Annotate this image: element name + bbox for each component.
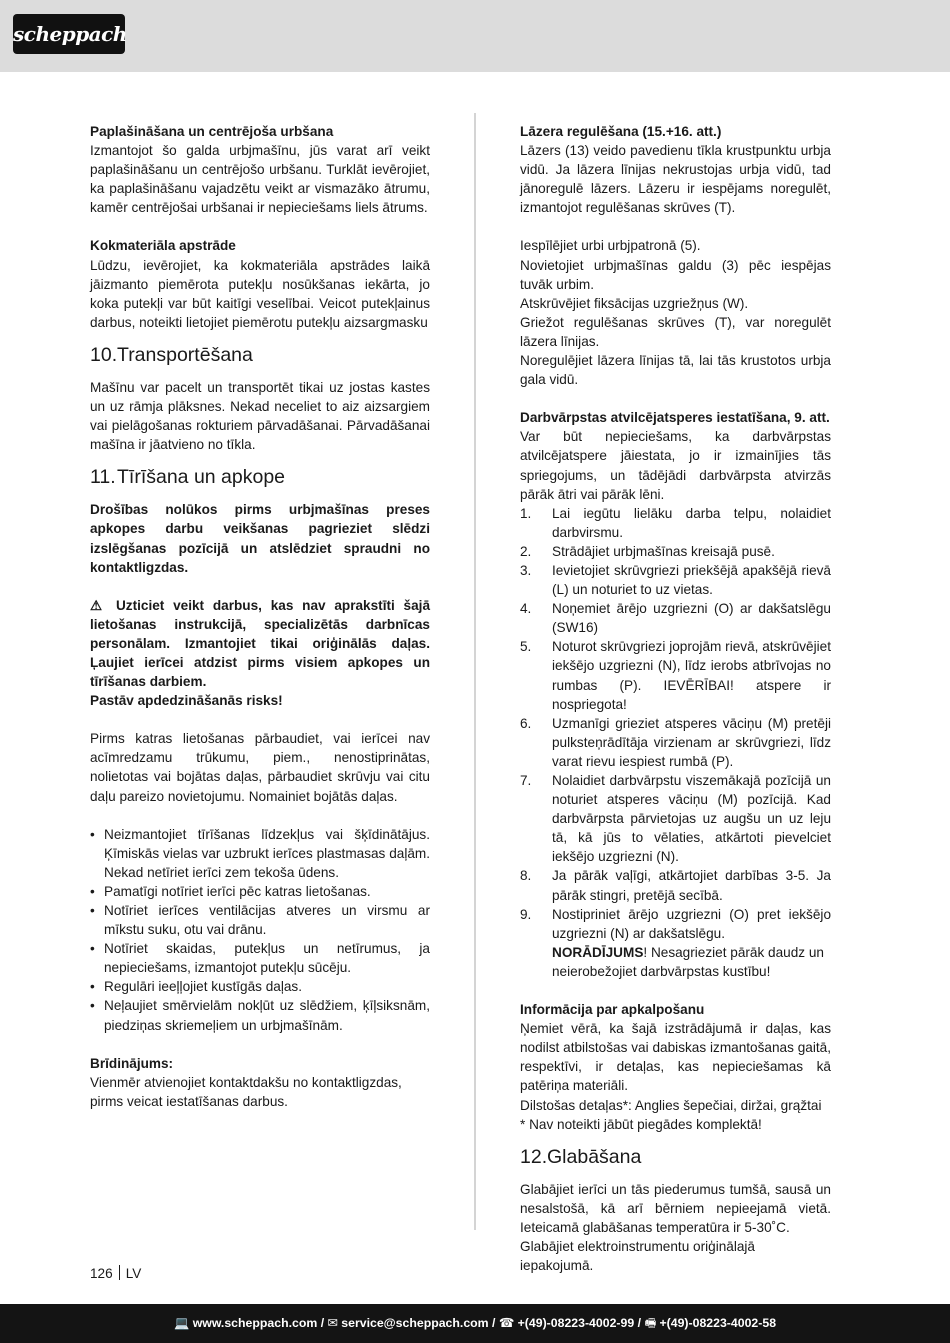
section-body-wood: Lūdzu, ievērojiet, ka kokmateriāla apstrādes laikā jāizmanto piemērota putekļu nosūkšanas iekārta, jo koka putekļi var būt kaitīgi veselībai. Veicot putekļainus darbus, noteikti lietojiet piemērotu putekļu aizsargmasku — [90, 257, 430, 330]
list-item: • Neizmantojiet tīrīšanas līdzekļus vai šķīdinātājus. Ķīmiskās vielas var uzbrukt ierīces plastmasas daļām. Nekad netīriet ierīci zem tekoša ūdens. — [90, 825, 430, 882]
column-divider — [474, 113, 476, 1230]
footer-fax: +(49)-08223-4002-58 — [659, 1316, 777, 1330]
heading-text: Transportēšana — [117, 343, 253, 366]
laser-step: Atskrūvējiet fiksācijas uzgriežņus (W). — [520, 295, 749, 311]
list-item: 3. Ievietojiet skrūvgriezi priekšējā apakšējā rievā (L) un noturiet to uz vietas. — [520, 562, 831, 598]
list-item: • Notīriet ierīces ventilācijas atveres un virsmu ar mīkstu suku, otu vai drānu. — [90, 901, 430, 939]
note-text: ! Nesagrieziet pārāk daudz un neierobežojiet darbvārpstas kustību! — [552, 944, 824, 979]
warning-triangle-icon: ⚠ — [90, 597, 108, 613]
heading-text: Glabāšana — [547, 1145, 642, 1168]
warning-text: Uzticiet veikt darbus, kas nav aprakstīti šajā lietošanas instrukcijā, specializētās darbnīcas personālam. Izmantojiet tikai oriģinālās daļas. Ļaujiet ierīcei atdzist pirms visiem apkopes un tīrīšanas darbiem. — [90, 597, 431, 690]
heading-number: 10. — [90, 343, 118, 366]
warning-title: Brīdinājums: — [90, 1055, 174, 1071]
right-column — [520, 122, 831, 1275]
list-item: 2. Strādājiet urbjmašīnas kreisajā pusē. — [520, 543, 775, 559]
footer-website[interactable]: www.scheppach.com — [192, 1316, 318, 1330]
cleaning-bullet-list — [90, 825, 430, 1035]
section-body-transport: Mašīnu var pacelt un transportēt tikai uz jostas kastes un uz rāmja plāksnes. Nekad neceliet to aiz aizsargiem vai pielāgošanas rokturiem pārvadāšanai. Pārvadāšanai mašīna ir jāatvieno no tīkla. — [90, 379, 430, 453]
section-title-wood: Kokmateriāla apstrāde — [90, 238, 236, 254]
list-item: • Neļaujiet smērvielām nokļūt uz slēdžiem, ķīļsiksnām, piedziņas skriemeļiem un urbjmašīnām. — [90, 996, 430, 1034]
section-body-reaming: Izmantojot šo galda urbjmašīnu, jūs varat arī veikt paplašināšanu un centrējošo urbšanu. Turklāt ievērojiet, ka paplašināšanu vajadzētu veikt ar vismazāko ātrumu, kamēr centrējošai urbšanai ir nepieciešams liels ātrums. — [90, 143, 430, 216]
heading-transport — [90, 342, 430, 368]
laser-step: Griežot regulēšanas skrūves (T), var noregulēt lāzera līnijas. — [520, 314, 831, 349]
list-item: • Regulāri ieeļļojiet kustīgās daļas. — [90, 977, 430, 996]
heading-cleaning — [90, 464, 430, 490]
laser-step: Iespīlējiet urbi urbjpatronā (5). — [520, 238, 701, 254]
section-title-service: Informācija par apkalpošanu — [520, 1002, 705, 1018]
heading-number: 11. — [90, 466, 116, 489]
list-item: 7. Nolaidiet darbvārpstu viszemākajā pozīcijā un noturiet atsperes vāciņu (M) pozīcijā. Kad darbvārpsta pārvietojas uz augšu un uz leju tā, kā jūs to vēlaties, atkārtoti pievelciet iekšējo uzgriezni (N). — [520, 773, 831, 865]
left-column — [90, 122, 430, 1111]
section-body-storage-2: Glabājiet elektroinstrumentu oriģinālajā iepakojumā. — [520, 1238, 755, 1274]
section-body-spring: Var būt nepieciešams, ka darbvārpstas atvilcējatspere jāiestata, jo ir izmainījies tās spriegojums, un tādējādi darbvārpsta atvirzās pārāk ātri vai pārāk lēni. — [520, 429, 831, 502]
computer-icon: 💻 — [173, 1316, 190, 1330]
list-item: 6. Uzmanīgi grieziet atsperes vāciņu (M) pretēji pulksteņrādītāja virzienam ar skrūvgriezi, līdz varat rievu iespiest rumbā (P). — [520, 715, 831, 769]
spring-step-list — [520, 504, 831, 981]
page-language: LV — [125, 1266, 142, 1281]
divider — [119, 1265, 120, 1280]
list-item: 4. Noņemiet ārējo uzgriezni (O) ar dakšatslēgu (SW16) — [520, 601, 831, 636]
section-title-spring: Darbvārpstas atvilcējatsperes iestatīšana, 9. att. — [520, 410, 830, 426]
heading-text: Tīrīšana un apkope — [117, 466, 286, 489]
check-paragraph: Pirms katras lietošanas pārbaudiet, vai ierīcei nav acīmredzamu trūkumu, piem., nenostiprinātas, nolietotas vai bojātas daļas, pārbaudiet skrūvju vai citu daļu pareizo novietojumu. Nomainiet bojātās daļas. — [90, 731, 430, 804]
list-item: 1. Lai iegūtu lielāku darba telpu, nolaidiet darbvirsmu. — [520, 505, 831, 540]
section-body-storage: Glabājiet ierīci un tās piederumus tumšā, sausā un nesalstošā, kā arī bērniem nepieejamā vietā. Ieteicamā glabāšanas temperatūra ir 5-30˚C. — [520, 1181, 831, 1235]
footer-phone: +(49)-08223-4002-99 — [517, 1316, 635, 1330]
list-item: 8. Ja pārāk vaļīgi, atkārtojiet darbības 3-5. Ja pārāk stingri, pretējā secībā. — [520, 868, 831, 903]
page-number — [90, 1265, 141, 1281]
list-item: 9. Nostipriniet ārējo uzgriezni (O) pret iekšējo uzgriezni (N) ar dakšatslēgu. — [520, 906, 831, 941]
laser-step: Novietojiet urbjmašīnas galdu (3) pēc iespējas tuvāk urbim. — [520, 257, 831, 292]
warning-block — [90, 596, 430, 691]
warning-body: Vienmēr atvienojiet kontaktdakšu no kontaktligzdas, pirms veicat iestatīšanas darbus. — [90, 1074, 402, 1109]
scheppach-logo: scheppach — [13, 14, 125, 54]
list-item: • Notīriet skaidas, putekļus un netīrumus, ja nepieciešams, izmantojot putekļu sūcēju. — [90, 939, 430, 977]
footer-email[interactable]: service@scheppach.com — [341, 1316, 489, 1330]
list-item-note — [520, 943, 831, 981]
section-title-laser: Lāzera regulēšana (15.+16. att.) — [520, 124, 722, 139]
page-header — [0, 0, 950, 72]
phone-icon: ☎ — [498, 1316, 515, 1330]
fax-icon: 🖷 — [644, 1316, 657, 1330]
list-item: • Pamatīgi notīriet ierīci pēc katras lietošanas. — [90, 882, 430, 901]
page-number-value: 126 — [90, 1266, 113, 1281]
section-title-reaming: Paplašināšana un centrējoša urbšana — [90, 124, 334, 139]
heading-storage — [520, 1144, 831, 1170]
note-label: NORĀDĪJUMS — [552, 944, 644, 960]
safety-notice: Drošības nolūkos pirms urbjmašīnas preses apkopes darbu veikšanas pagrieziet slēdzi izslēgšanas pozīcijā un atslēdziet spraudni no kontaktligzdas. — [90, 502, 430, 575]
heading-number: 12. — [520, 1145, 548, 1168]
service-footnote: * Nav noteikti jābūt piegādes komplektā! — [520, 1116, 762, 1132]
laser-step: Noregulējiet lāzera līnijas tā, lai tās krustotos urbja gala vidū. — [520, 353, 831, 388]
page-footer: 💻 www.scheppach.com / ✉ service@scheppach.com / ☎ +(49)-08223-4002-99 / 🖷 +(49)-08223-4002-58 — [0, 1304, 950, 1343]
section-body-laser: Lāzers (13) veido pavedienu tīkla krustpunktu urbja vidū. Ja lāzera līnijas nekrustojas urbja vidū, tad jānoregulē lāzers. Lāzeru ir iespējams noregulēt, izmantojot regulēšanas skrūves (T). — [520, 143, 831, 216]
warning-risk: Pastāv apdedzināšanās risks! — [90, 693, 283, 709]
service-wear-parts: Dilstošas detaļas*: Anglies šepečiai, diržai, grąžtai — [520, 1097, 822, 1113]
section-body-service: Ņemiet vērā, ka šajā izstrādājumā ir daļas, kas nodilst atbilstošas vai dabiskas izmantošanas gaitā, respektīvi, ir detaļas, kas nepieciešamas kā patēriņa materiāli. — [520, 1021, 831, 1094]
list-item: 5. Noturot skrūvgriezi joprojām rievā, atskrūvējiet iekšējo uzgriezni (N), līdz ierobs atbrīvojas no rumbas (P). IEVĒRĪBAI! atspere ir nospriegota! — [520, 639, 831, 712]
mail-icon: ✉ — [327, 1316, 338, 1330]
